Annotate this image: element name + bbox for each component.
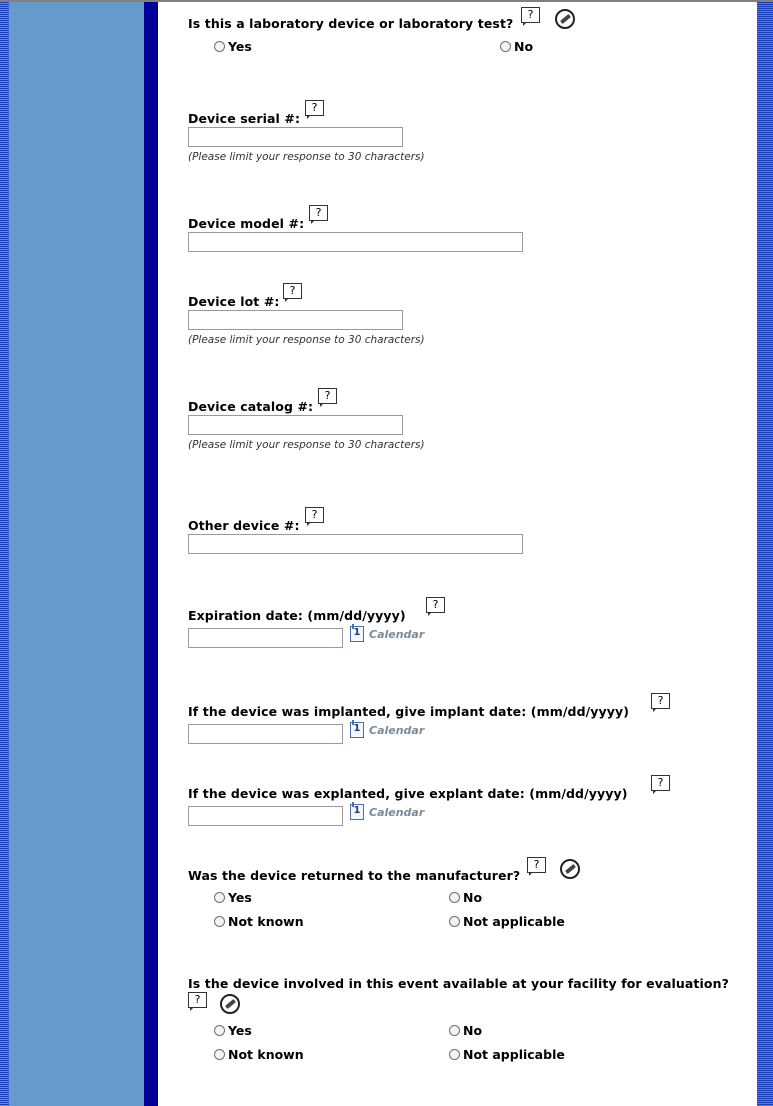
explant-calendar-button[interactable]: 1 Calendar xyxy=(350,804,424,820)
calendar-icon: 1 xyxy=(350,626,364,642)
serial-input[interactable] xyxy=(188,127,403,147)
calendar-icon: 1 xyxy=(350,722,364,738)
available-yes-radio[interactable]: Yes xyxy=(214,1023,252,1038)
catalog-label: Device catalog #: xyxy=(188,399,314,414)
lab-question-label: Is this a laboratory device or laboratory test? xyxy=(188,16,514,31)
implant-input[interactable] xyxy=(188,724,343,744)
left-sidebar xyxy=(9,2,144,1106)
lot-label: Device lot #: xyxy=(188,294,280,309)
implant-help-icon[interactable]: ? xyxy=(651,693,671,713)
model-input[interactable] xyxy=(188,232,523,252)
available-help-icon[interactable]: ? xyxy=(188,992,208,1012)
model-label: Device model #: xyxy=(188,216,305,231)
implant-label: If the device was implanted, give implant date: (mm/dd/yyyy) xyxy=(188,704,630,719)
calendar-icon: 1 xyxy=(350,804,364,820)
lot-input[interactable] xyxy=(188,310,403,330)
available-not-applicable-radio[interactable]: Not applicable xyxy=(449,1047,565,1062)
edit-icon[interactable] xyxy=(555,9,575,29)
lot-help-icon[interactable]: ? xyxy=(283,283,303,303)
catalog-hint: (Please limit your response to 30 characters) xyxy=(188,439,425,451)
explant-help-icon[interactable]: ? xyxy=(651,775,671,795)
form-content xyxy=(158,2,757,1106)
serial-label: Device serial #: xyxy=(188,111,301,126)
available-edit-icon[interactable] xyxy=(220,994,240,1014)
returned-help-icon[interactable]: ? xyxy=(527,857,547,877)
left-edge-stripe xyxy=(0,2,9,1106)
explant-label: If the device was explanted, give explant date: (mm/dd/yyyy) xyxy=(188,786,628,801)
expiration-input[interactable] xyxy=(188,628,343,648)
expiration-calendar-button[interactable]: 1 Calendar xyxy=(350,626,424,642)
explant-input[interactable] xyxy=(188,806,343,826)
lab-no-radio[interactable]: No xyxy=(500,39,533,54)
returned-label: Was the device returned to the manufacturer? xyxy=(188,868,521,883)
expiration-label: Expiration date: (mm/dd/yyyy) xyxy=(188,608,406,623)
left-sidebar-bar xyxy=(144,2,158,1106)
returned-edit-icon[interactable] xyxy=(560,859,580,879)
right-edge-stripe xyxy=(757,2,773,1106)
help-icon[interactable]: ? xyxy=(521,7,541,27)
other-input[interactable] xyxy=(188,534,523,554)
returned-no-radio[interactable]: No xyxy=(449,890,482,905)
implant-calendar-button[interactable]: 1 Calendar xyxy=(350,722,424,738)
serial-hint: (Please limit your response to 30 characters) xyxy=(188,151,425,163)
model-help-icon[interactable]: ? xyxy=(309,205,329,225)
available-no-radio[interactable]: No xyxy=(449,1023,482,1038)
catalog-help-icon[interactable]: ? xyxy=(318,388,338,408)
available-label: Is the device involved in this event available at your facility for evaluation? xyxy=(188,976,729,991)
returned-not-applicable-radio[interactable]: Not applicable xyxy=(449,914,565,929)
other-label: Other device #: xyxy=(188,518,300,533)
serial-help-icon[interactable]: ? xyxy=(305,100,325,120)
returned-not-known-radio[interactable]: Not known xyxy=(214,914,304,929)
catalog-input[interactable] xyxy=(188,415,403,435)
returned-yes-radio[interactable]: Yes xyxy=(214,890,252,905)
expiration-help-icon[interactable]: ? xyxy=(426,597,446,617)
lot-hint: (Please limit your response to 30 characters) xyxy=(188,334,425,346)
available-not-known-radio[interactable]: Not known xyxy=(214,1047,304,1062)
lab-yes-radio[interactable]: Yes xyxy=(214,39,252,54)
other-help-icon[interactable]: ? xyxy=(305,507,325,527)
